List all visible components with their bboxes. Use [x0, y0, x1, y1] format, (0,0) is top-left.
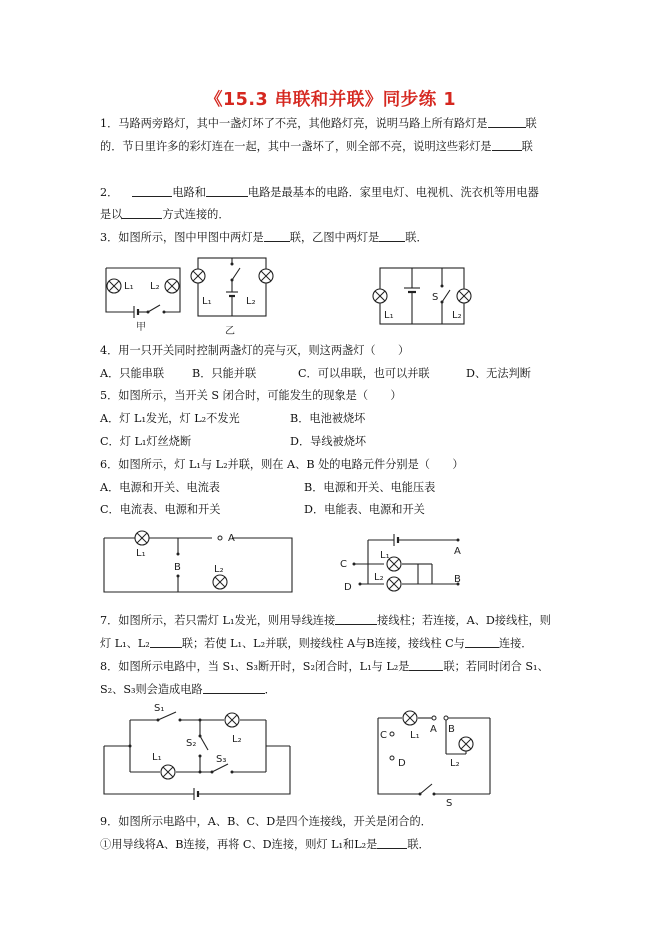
q7-text-b-mid: 联；若使 L₁、L₂并联，则接线柱 A与B连接，接线柱 C与 — [181, 637, 465, 650]
q9-line-2 — [100, 837, 430, 853]
wire — [198, 746, 290, 794]
label-s: S — [446, 798, 453, 809]
q4-question: 4．用一只开关同时控制两盏灯的亮与灭，则这两盏灯（ ） — [100, 344, 410, 357]
q3-blank-1[interactable] — [264, 230, 290, 242]
terminal-b[interactable] — [444, 716, 448, 720]
q7-text-a: 7．如图所示，若只需灯 L₁发光，则用导线连接 — [100, 614, 336, 627]
label-l1: L₁ — [410, 730, 420, 741]
switch-contact — [441, 285, 444, 288]
label-l1: L₁ — [384, 310, 394, 321]
q9-question: 9．如图所示电路中，A、B、C、D是四个连接线，开关是闭合的． — [100, 815, 432, 828]
q4-option-b[interactable]: B．只能并联 — [192, 367, 257, 380]
q6-option-d[interactable]: D．电能表、电源和开关 — [304, 503, 425, 516]
q1-text-a: 1．马路两旁路灯，其中一盏灯坏了不亮，其他路灯亮，说明马路上所有路灯是 — [100, 117, 488, 130]
wire-frame — [104, 538, 292, 592]
label-c: C — [380, 730, 387, 741]
switch-s3-blade[interactable] — [212, 764, 228, 772]
switch-blade[interactable] — [232, 268, 240, 280]
q8-line-1 — [100, 659, 549, 675]
label-b: B — [454, 574, 461, 585]
q3-text-a-mid: 联，乙图中两灯是 — [289, 231, 380, 244]
junction — [199, 771, 202, 774]
label-a: A — [454, 546, 461, 557]
label-l2: L₂ — [214, 564, 224, 575]
q2-line-2 — [100, 207, 230, 223]
q5-option-d[interactable]: D．导线被烧坏 — [290, 435, 367, 448]
terminal-c[interactable] — [353, 563, 356, 566]
q7-line-2 — [100, 636, 532, 652]
q7-text-a-mid: 接线柱；若连接，A、D接线柱，则 — [377, 614, 551, 627]
wire — [104, 746, 194, 794]
caption-yi: 乙 — [225, 326, 235, 337]
label-l2: L₂ — [150, 281, 160, 292]
q7-blank-1[interactable] — [335, 613, 377, 625]
q9-text-b: ①用导线将A、B连接，再将 C、D连接，则灯 L₁和L₂是 — [100, 838, 378, 851]
q1-text-b: 的．节日里许多的彩灯连在一起，其中一盏坏了，则全部不亮，说明这些彩灯是 — [100, 140, 492, 153]
q5-option-c[interactable]: C．灯 L₁灯丝烧断 — [100, 435, 192, 448]
q2-blank-3[interactable] — [122, 207, 162, 219]
q8-text-b-end: ． — [264, 683, 276, 696]
page-title: 《15.3 串联和并联》同步练 1 — [204, 90, 457, 110]
label-l1: L₁ — [202, 296, 212, 307]
terminal-a[interactable] — [432, 716, 436, 720]
junction — [199, 719, 202, 722]
junction — [177, 553, 180, 556]
q2-blank-1[interactable] — [132, 185, 172, 197]
q2-blank-2[interactable] — [206, 185, 248, 197]
q9-blank-1[interactable] — [377, 837, 407, 849]
q5-option-b[interactable]: B．电池被烧坏 — [290, 412, 366, 425]
switch-s-blade[interactable] — [420, 784, 432, 794]
q1-blank-1[interactable] — [488, 116, 526, 128]
label-s3: S₃ — [216, 754, 227, 765]
q1-text-a-end: 联 — [525, 117, 537, 130]
q3-blank-2[interactable] — [379, 230, 405, 242]
q1-line-2 — [100, 139, 533, 155]
q5-question: 5．如图所示，当开关 S 闭合时，可能发生的现象是（ ） — [100, 389, 402, 402]
q6-option-a[interactable]: A．电源和开关、电流表 — [100, 481, 220, 494]
terminal-d[interactable] — [390, 756, 394, 760]
label-l2: L₂ — [246, 296, 256, 307]
label-d: D — [344, 582, 352, 593]
label-b: B — [174, 562, 181, 573]
wire — [360, 540, 368, 584]
switch-blade[interactable] — [442, 290, 450, 302]
junction — [177, 575, 180, 578]
label-d: D — [398, 758, 406, 769]
terminal-c[interactable] — [390, 732, 394, 736]
q8-figure — [100, 702, 296, 806]
q8-text-a: 8．如图所示电路中，当 S₁、S₃断开时，S₂闭合时，L₁与 L₂是 — [100, 660, 410, 673]
q8-blank-1[interactable] — [409, 659, 443, 671]
q3-line-1 — [100, 230, 428, 246]
q2-text-a-mid: 电路和 — [172, 186, 206, 199]
q7-line-1 — [100, 613, 551, 629]
label-a: A — [430, 724, 437, 735]
q7-blank-2[interactable] — [150, 636, 182, 648]
label-l1: L₁ — [124, 281, 134, 292]
q2-text-b: 是以 — [100, 208, 123, 221]
switch-contact — [163, 311, 166, 314]
q1-line-1 — [100, 116, 537, 132]
label-s1: S₁ — [154, 703, 165, 714]
label-a: A — [228, 533, 235, 544]
q2-line-1 — [100, 185, 539, 201]
label-l2: L₂ — [452, 310, 462, 321]
q6-option-b[interactable]: B．电源和开关、电能压表 — [304, 481, 436, 494]
q4-option-a[interactable]: A．只能串联 — [100, 367, 165, 380]
label-s2: S₂ — [186, 738, 197, 749]
q6-question: 6．如图所示，灯 L₁与 L₂并联，则在 A、B 处的电路元件分别是（ ） — [100, 458, 464, 471]
label-l2: L₂ — [450, 758, 460, 769]
q8-blank-2[interactable] — [203, 682, 265, 694]
q2-text-a: 2． — [100, 186, 119, 199]
caption-jia: 甲 — [136, 322, 146, 333]
q3-figure-jia — [102, 258, 190, 334]
label-l2: L₂ — [232, 734, 242, 745]
label-l1: L₁ — [136, 548, 146, 559]
q4-option-c[interactable]: C．可以串联，也可以并联 — [298, 367, 430, 380]
q5-option-a[interactable]: A．灯 L₁发光，灯 L₂不发光 — [100, 412, 240, 425]
q3-text-a-end: 联． — [405, 231, 428, 244]
q9-text-b-end: 联． — [407, 838, 430, 851]
q6-option-c[interactable]: C．电流表、电源和开关 — [100, 503, 221, 516]
switch-contact — [231, 263, 234, 266]
q1-text-b-end: 联 — [521, 140, 533, 153]
label-l1: L₁ — [380, 550, 390, 561]
label-c: C — [340, 559, 347, 570]
switch-contact — [433, 793, 436, 796]
q7-blank-3[interactable] — [465, 636, 499, 648]
q8-line-2 — [100, 682, 276, 698]
q7-text-b-end: 连接． — [498, 637, 533, 650]
switch-s2-blade[interactable] — [200, 736, 208, 750]
q6-figure — [100, 526, 296, 596]
q3-figure-yi — [192, 254, 272, 340]
q8-text-a-end: 联；若同时闭合 S₁、 — [443, 660, 549, 673]
label-b: B — [448, 724, 455, 735]
q7-text-b: 灯 L₁、L₂ — [100, 637, 150, 650]
q9-figure — [370, 704, 494, 810]
terminal-a[interactable] — [218, 536, 222, 540]
label-l1: L₁ — [152, 752, 162, 763]
q5-figure — [370, 266, 476, 330]
label-s: S — [432, 292, 439, 303]
q4-option-d[interactable]: D、无法判断 — [466, 367, 531, 380]
junction — [129, 745, 132, 748]
q2-text-b-end: 方式连接的． — [162, 208, 230, 221]
junction — [457, 539, 460, 542]
q1-blank-2[interactable] — [492, 139, 522, 151]
q2-text-a-end: 电路是最基本的电路．家里电灯、电视机、洗衣机等用电器 — [247, 186, 539, 199]
q7-figure — [338, 530, 474, 600]
q8-text-b: S₂、S₃则会造成电路 — [100, 683, 203, 696]
switch-blade[interactable] — [148, 305, 160, 312]
q3-text-a: 3．如图所示，图中甲图中两灯是 — [100, 231, 264, 244]
terminal-d[interactable] — [359, 583, 362, 586]
label-l2: L₂ — [374, 572, 384, 583]
